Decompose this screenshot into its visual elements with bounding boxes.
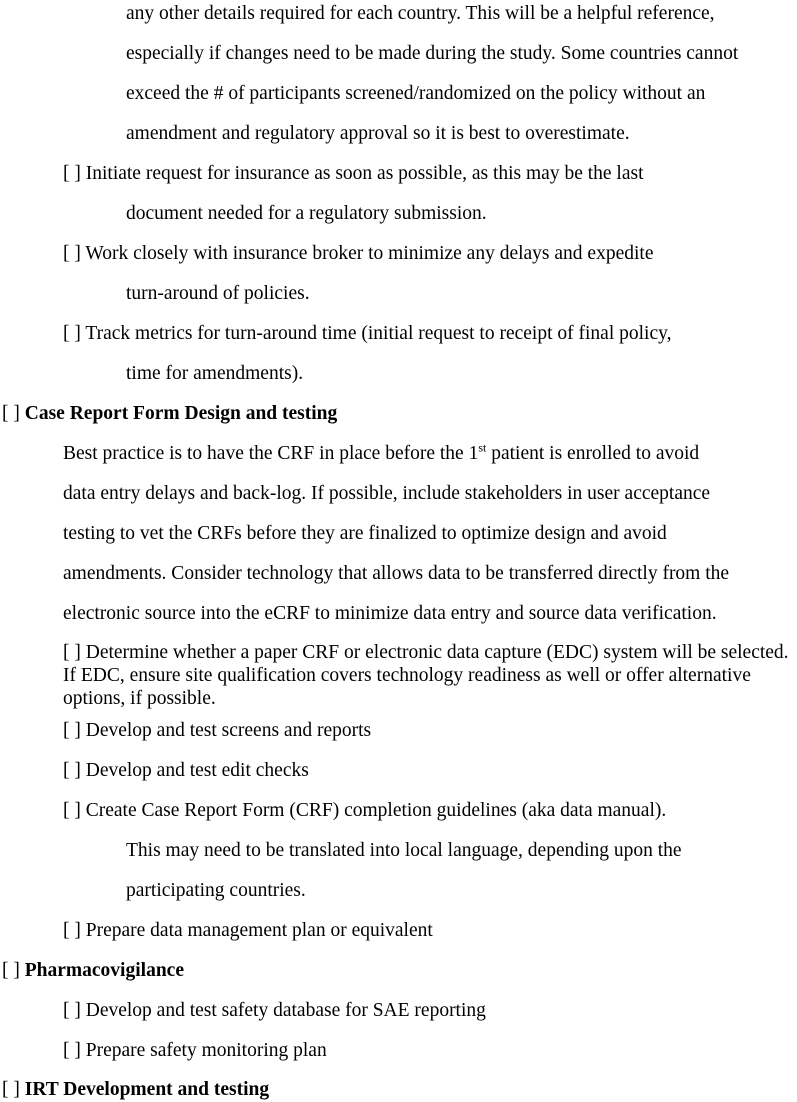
checklist-item-screens-reports: [ ] Develop and test screens and reports <box>63 720 372 741</box>
checklist-item-continuation: time for amendments). <box>126 363 304 384</box>
checkbox-marker: [ ] <box>2 960 20 981</box>
crf-intro-line: data entry delays and back-log. If possible, include stakeholders in user acceptance <box>63 483 711 504</box>
checklist-item-edit-checks: [ ] Develop and test edit checks <box>63 760 309 781</box>
intro-text: patient is enrolled to avoid <box>486 443 700 464</box>
checklist-item-safety-monitoring: [ ] Prepare safety monitoring plan <box>63 1040 327 1061</box>
section-heading-irt <box>2 1080 269 1100</box>
section-title: Case Report Form Design and testing <box>24 403 338 424</box>
crf-intro-line: testing to vet the CRFs before they are finalized to optimize design and avoid <box>63 523 667 544</box>
checklist-item-track-metrics: [ ] Track metrics for turn-around time (initial request to receipt of final policy, <box>63 323 672 344</box>
section-title: IRT Development and testing <box>24 1079 270 1100</box>
section-heading-crf <box>2 404 337 424</box>
checkbox-marker: [ ] <box>2 403 20 424</box>
text-line: any other details required for each country. This will be a helpful reference, <box>126 3 715 24</box>
crf-intro-line <box>63 440 700 464</box>
text-line: especially if changes need to be made during the study. Some countries cannot <box>126 43 739 64</box>
section-title: Pharmacovigilance <box>24 960 184 981</box>
text-line: amendment and regulatory approval so it is best to overestimate. <box>126 123 630 144</box>
checkbox-marker: [ ] <box>2 1079 20 1100</box>
checklist-item-edc: [ ] Determine whether a paper CRF or electronic data capture (EDC) system will be selected. If EDC, ensure site qualification covers technology readiness as well or offer alternative options, if possible. <box>63 642 789 709</box>
intro-text: Best practice is to have the CRF in place before the 1 <box>63 443 479 464</box>
crf-intro-line: amendments. Consider technology that allows data to be transferred directly from the <box>63 563 730 584</box>
section-heading-pharmacovigilance <box>2 961 184 981</box>
checklist-item-continuation: document needed for a regulatory submission. <box>126 203 487 224</box>
checklist-item-insurance-broker: [ ] Work closely with insurance broker to minimize any delays and expedite <box>63 243 654 264</box>
superscript: st <box>478 440 487 455</box>
checklist-item-continuation: This may need to be translated into local language, depending upon the <box>126 840 682 861</box>
crf-intro-line: electronic source into the eCRF to minimize data entry and source data verification. <box>63 603 717 624</box>
checklist-item-safety-database: [ ] Develop and test safety database for SAE reporting <box>63 1000 486 1021</box>
checklist-item-initiate-insurance: [ ] Initiate request for insurance as soon as possible, as this may be the last <box>63 163 644 184</box>
checklist-item-continuation: turn-around of policies. <box>126 283 310 304</box>
checklist-item-crf-guidelines: [ ] Create Case Report Form (CRF) completion guidelines (aka data manual). <box>63 800 667 821</box>
text-line: exceed the # of participants screened/randomized on the policy without an <box>126 83 706 104</box>
checklist-item-data-management-plan: [ ] Prepare data management plan or equivalent <box>63 920 433 941</box>
checklist-item-continuation: participating countries. <box>126 880 306 901</box>
